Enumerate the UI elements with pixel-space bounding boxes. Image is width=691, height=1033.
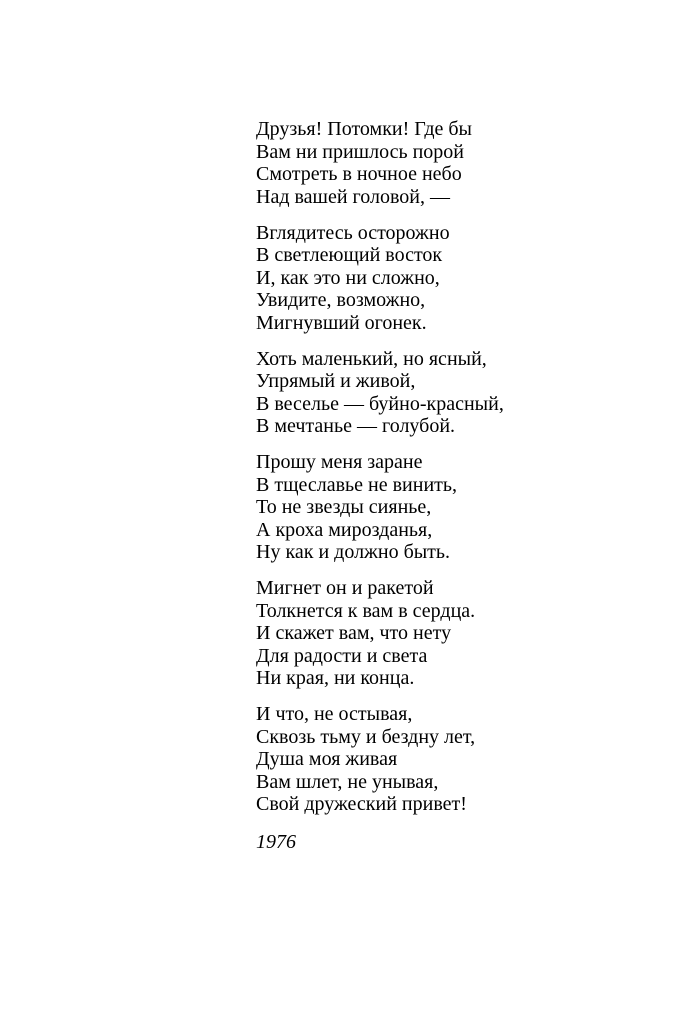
poem-line: Упрямый и живой,: [256, 370, 416, 392]
poem-line: Вглядитесь осторожно: [256, 221, 450, 244]
poem-line: Толкнется к вам в сердца.: [256, 599, 476, 622]
poem-line: И, как это ни сложно,: [256, 266, 440, 289]
poem-line: Ни края, ни конца.: [256, 667, 415, 689]
stanza-2: [256, 222, 676, 335]
stanza-6: [256, 703, 676, 816]
poem-line: В светлеющий восток: [256, 244, 443, 266]
stanza-5: [256, 577, 676, 690]
poem-line: Прошу меня заране: [256, 451, 423, 473]
poem-line: Вам шлет, не унывая,: [256, 770, 439, 793]
poem-line: Хоть маленький, но ясный,: [256, 347, 487, 370]
poem-line: Над вашей головой, —: [256, 185, 450, 208]
poem-line: А кроха мирозданья,: [256, 518, 433, 541]
poem-line: В веселье — буйно-красный,: [256, 392, 504, 415]
poem-line: Друзья! Потомки! Где бы: [256, 118, 472, 140]
poem-line: Мигнет он и ракетой: [256, 577, 434, 599]
poem-year: 1976: [256, 831, 296, 853]
poem-line: Душа моя живая: [256, 748, 398, 770]
poem-line: Увидите, возможно,: [256, 289, 426, 311]
poem-line: В мечтанье — голубой.: [256, 415, 456, 437]
poem-line: Мигнувший огонек.: [256, 311, 427, 334]
poem-line: Смотреть в ночное небо: [256, 163, 462, 185]
poem-line: Ну как и должно быть.: [256, 541, 451, 563]
poem-line: Для радости и света: [256, 644, 428, 667]
poem-line: И скажет вам, что нету: [256, 622, 452, 644]
stanza-3: [256, 348, 676, 438]
poem-line: Свой дружеский привет!: [256, 793, 467, 815]
poem-line: То не звезды сиянье,: [256, 496, 432, 518]
poem-line: Вам ни пришлось порой: [256, 140, 464, 163]
poem: [256, 118, 676, 855]
poem-line: В тщеславье не винить,: [256, 473, 458, 496]
poem-line: И что, не остывая,: [256, 703, 413, 725]
stanza-4: [256, 451, 676, 564]
poem-line: Сквозь тьму и бездну лет,: [256, 725, 476, 748]
stanza-1: [256, 118, 676, 208]
